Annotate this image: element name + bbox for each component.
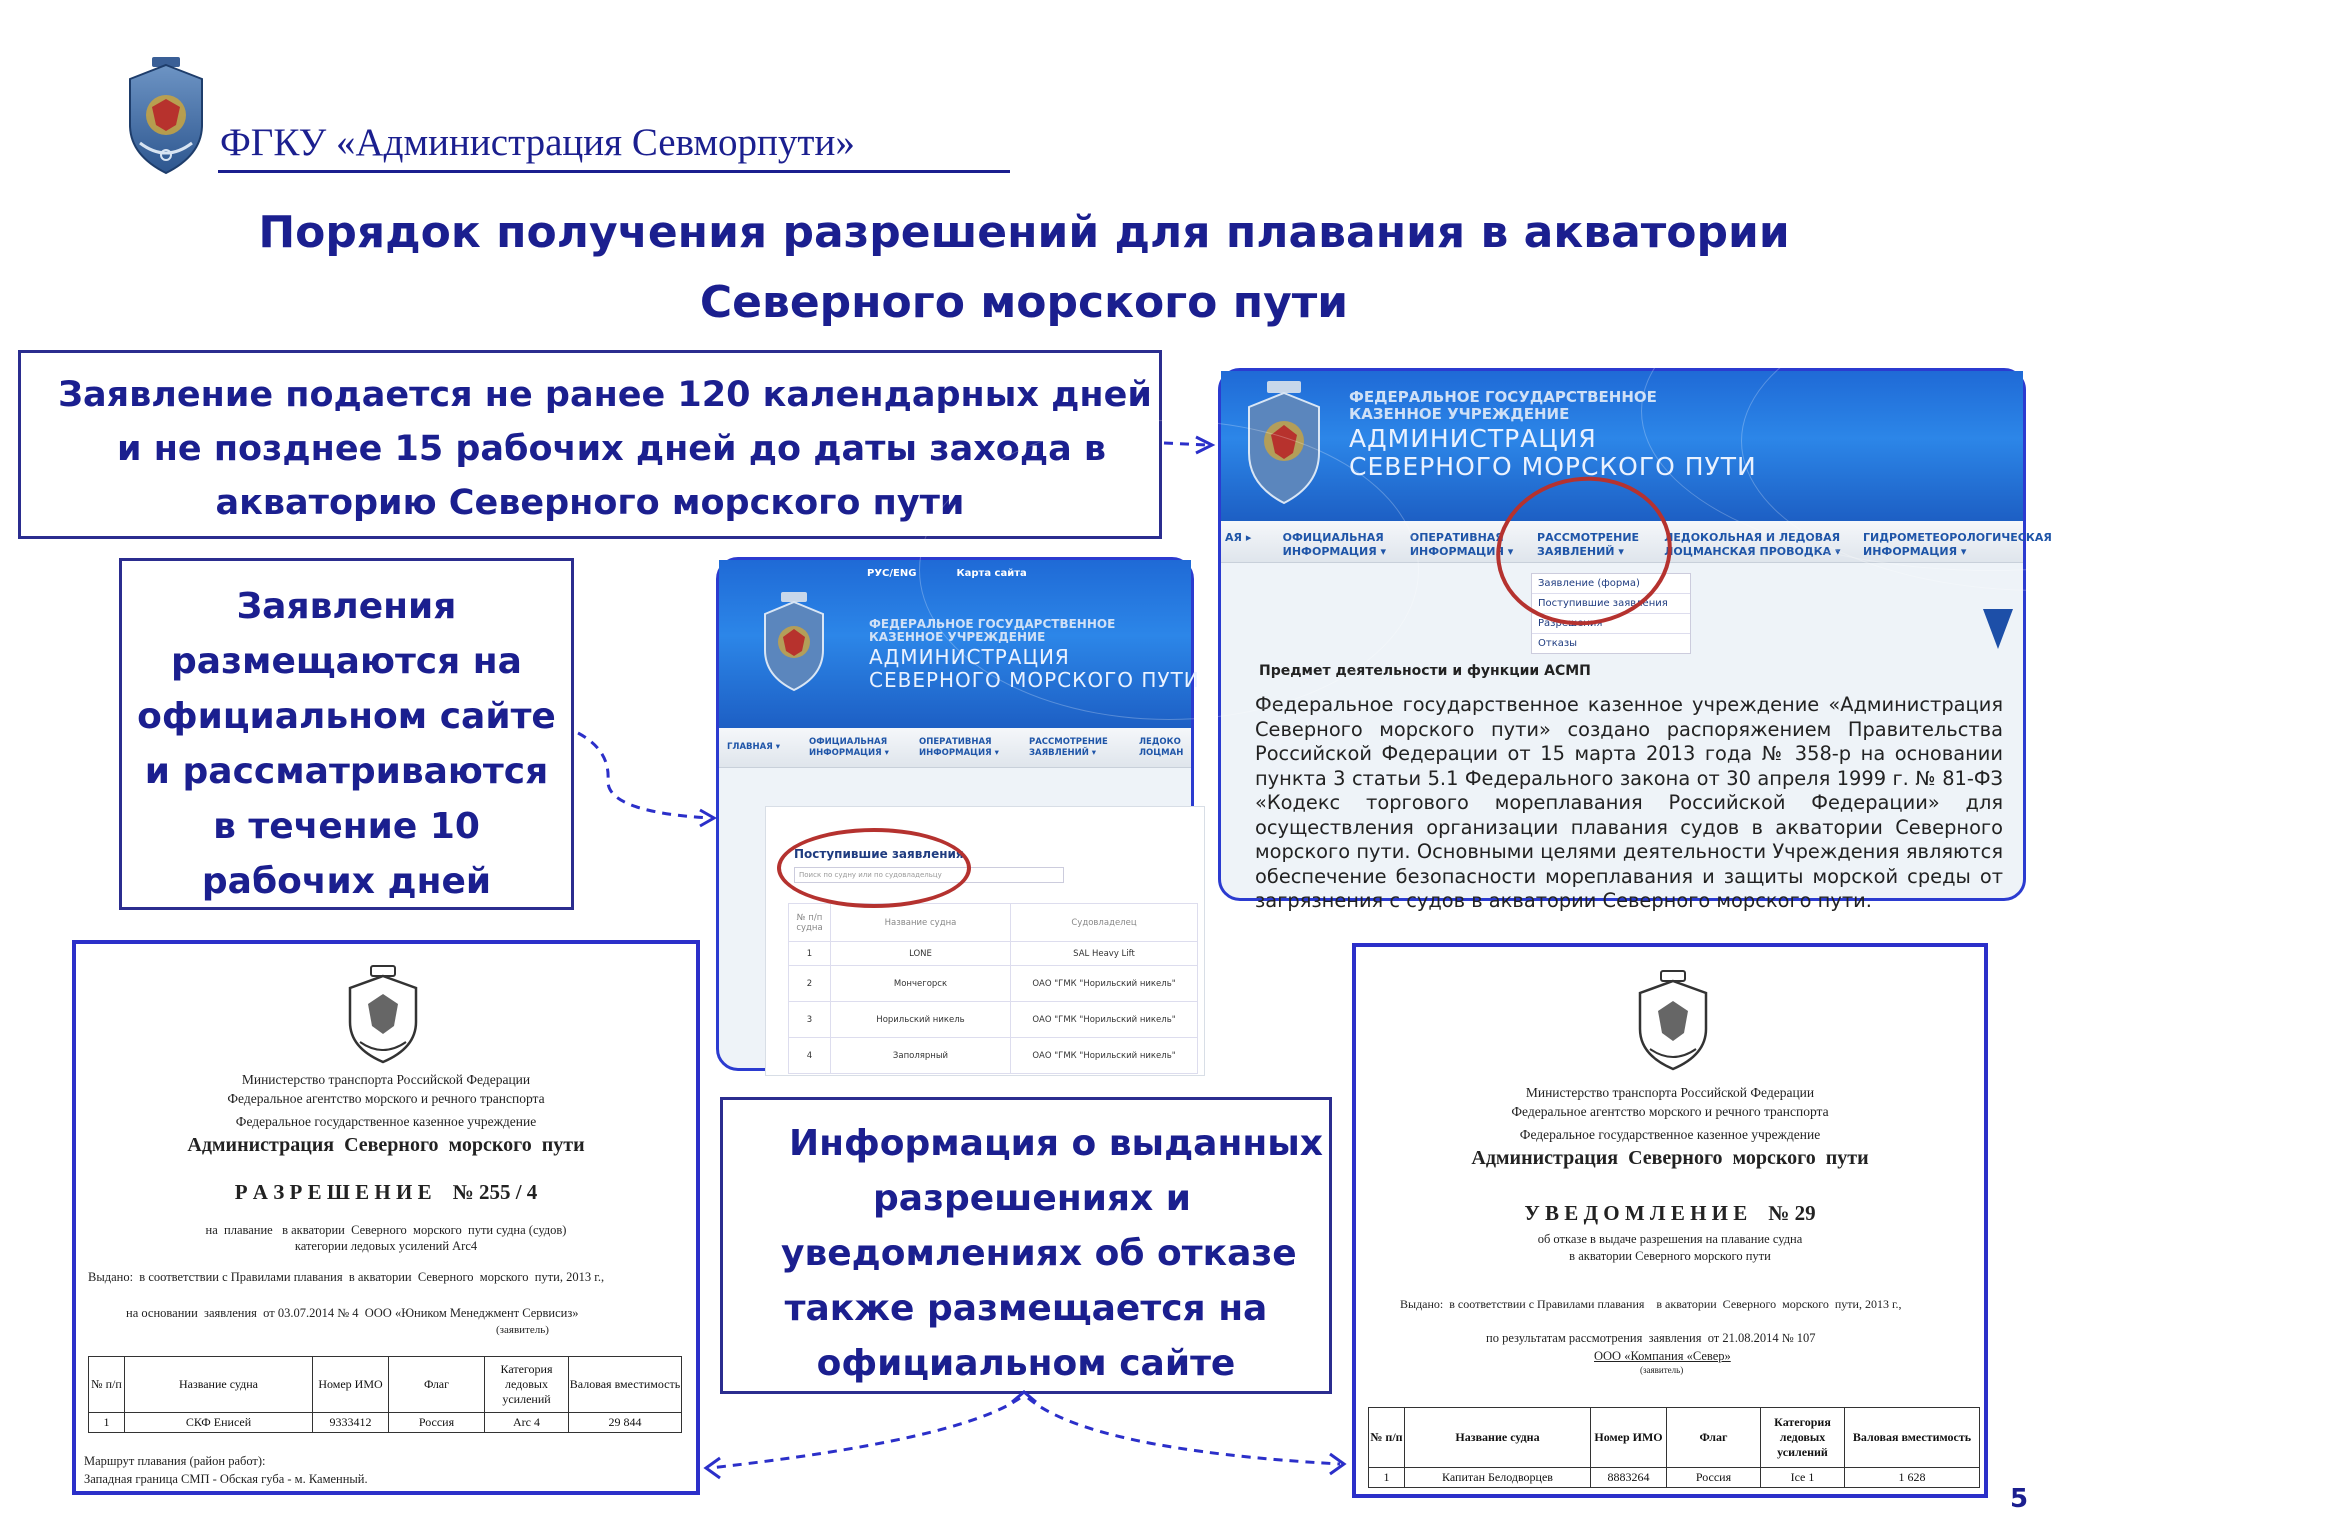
cell-owner: ОАО "ГМК "Норильский никель" [1011, 966, 1198, 1002]
review-line: официальном сайте [137, 696, 556, 737]
menu-item-hydromet[interactable]: ГИДРОМЕТЕОРОЛОГИЧЕСКАЯ ИНФОРМАЦИЯ ▾ [1863, 531, 2052, 558]
ministry-line3: Федеральное государственное казенное учреждение [1519, 1127, 1821, 1142]
site-org-big2: СЕВЕРНОГО МОРСКОГО ПУТИ [1349, 452, 1757, 481]
ministry-line2: Федеральное агентство морского и речного транспорта [227, 1091, 545, 1106]
arrow-icon [710, 1398, 1020, 1468]
site-section-heading: Предмет деятельности и функции АСМП [1259, 663, 1591, 679]
cell-ship: Заполярный [831, 1038, 1011, 1074]
th-ship: Название судна [1405, 1408, 1591, 1468]
ministry-line3: Федеральное государственное казенное учреждение [235, 1114, 537, 1129]
cell-num: 2 [789, 966, 831, 1002]
info-line: также размещается на [784, 1288, 1268, 1329]
permit-subtitle2: категории ледовых усилений Arc4 [294, 1239, 478, 1253]
th-owner: Судовладелец [1011, 904, 1198, 942]
deadline-line3: акваторию Северного морского пути [215, 483, 965, 523]
site-body-text: Федеральное государственное казенное учреждение «Администрация Северного морского пути» создано распоряжением Правительства Российской Федерации от 15 марта 2013 года № 358-р на основании пункта 3 статьи 5.1 Федерального закона от 30 апреля 1999 г. № 81-ФЗ «Кодекс торгового мореплавания Российской Федерации» для осуществления организации плавания судов в акватории Северного морского пути. Основными целями деятельности Учреждения являются обеспечение безопасности мореплавания и защиты морской среды от загрязнения с судов в акватории Северного морского пути. [1255, 693, 2003, 912]
menu-item-applications[interactable]: РАССМОТРЕНИЕ ЗАЯВЛЕНИЙ ▾ [1537, 531, 1640, 558]
permit-title: Р А З Р Е Ш Е Н И Е № 255 / 4 [234, 1180, 538, 1204]
th-ice: Категория ледовых усилений [485, 1357, 569, 1413]
th-flag: Флаг [389, 1357, 485, 1413]
notice-org: Администрация Северного морского пути [1471, 1147, 1869, 1169]
cell-imo: 9333412 [313, 1413, 389, 1433]
notice-company: ООО «Компания «Север» [1594, 1349, 1731, 1363]
cell-owner: SAL Heavy Lift [1011, 942, 1198, 966]
cell-imo: 8883264 [1591, 1468, 1667, 1488]
review-line: в течение 10 [213, 806, 480, 847]
arrow-icon [1028, 1398, 1340, 1464]
info-line: разрешениях и [873, 1178, 1192, 1219]
cell-tonnage: 29 844 [569, 1413, 682, 1433]
menu-item-icebreaker[interactable]: ЛЕДОКОЛЬНАЯ И ЛЕДОВАЯ ЛОЦМАНСКАЯ ПРОВОДКА ▾ [1664, 531, 1841, 558]
th-tonnage: Валовая вместимость [1845, 1408, 1980, 1468]
notice-subtitle1: об отказе в выдаче разрешения на плавание судна [1537, 1232, 1803, 1246]
th-tonnage: Валовая вместимость [569, 1357, 682, 1413]
site-org-small2: КАЗЕННОЕ УЧРЕЖДЕНИЕ [1349, 405, 1570, 423]
cell-flag: Россия [389, 1413, 485, 1433]
site-org-big1: АДМИНИСТРАЦИЯ [869, 645, 1070, 669]
notice-applicant: (заявитель) [1640, 1365, 1684, 1375]
cell-ship: Мончегорск [831, 966, 1011, 1002]
submenu-item[interactable]: Отказы [1538, 638, 1578, 649]
cell-num: 1 [1369, 1468, 1405, 1488]
site-org-small1: ФЕДЕРАЛЬНОЕ ГОСУДАРСТВЕННОЕ [1349, 388, 1657, 406]
review-line: рабочих дней [201, 861, 492, 902]
menu-item-operational[interactable]: ОПЕРАТИВНАЯ ИНФОРМАЦИЯ ▾ [919, 737, 999, 758]
cell-num: 1 [89, 1413, 125, 1433]
th-ship: Название судна [125, 1357, 313, 1413]
menu-item-official[interactable]: ОФИЦИАЛЬНАЯ ИНФОРМАЦИЯ ▾ [809, 737, 889, 758]
menu-item-prev[interactable]: АЯ ▸ [1225, 531, 1252, 544]
cell-ship: Капитан Белодворцев [1405, 1468, 1591, 1488]
cell-num: 4 [789, 1038, 831, 1074]
cell-tonnage: 1 628 [1845, 1468, 1980, 1488]
th-num: № п/п [89, 1357, 125, 1413]
deadline-line2: и не позднее 15 рабочих дней до даты захода в [117, 429, 1107, 469]
review-line: и рассматриваются [144, 751, 549, 792]
cell-ship: СКФ Енисей [125, 1413, 313, 1433]
cell-flag: Россия [1667, 1468, 1761, 1488]
page-title-line2: Северного морского пути [699, 277, 1349, 328]
lang-switch[interactable]: РУС/ENG [867, 568, 917, 579]
deadline-line1: Заявление подается не ранее 120 календарных дней [58, 375, 1152, 415]
page-number: 5 [2010, 1484, 2029, 1514]
route-line2: Западная граница СМП - Обская губа - м. Каменный. [84, 1472, 368, 1486]
ministry-line1: Министерство транспорта Российской Федерации [1525, 1085, 1815, 1100]
incoming-heading: Поступившие заявления [794, 847, 964, 861]
submenu-item[interactable]: Заявление (форма) [1532, 574, 1690, 594]
menu-item-applications[interactable]: РАССМОТРЕНИЕ ЗАЯВЛЕНИЙ ▾ [1029, 737, 1108, 758]
info-line: официальном сайте [816, 1343, 1236, 1384]
th-imo: Номер ИМО [313, 1357, 389, 1413]
review-line: Заявления [236, 586, 457, 627]
notice-subtitle2: в акватории Северного морского пути [1569, 1249, 1771, 1263]
cell-num: 3 [789, 1002, 831, 1038]
menu-item-operational[interactable]: ОПЕРАТИВНАЯ ИНФОРМАЦИЯ ▾ [1409, 531, 1514, 558]
notice-issued: Выдано: в соответствии с Правилами плавания в акватории Северного морского пути, 2013 г., [1400, 1297, 1902, 1311]
notice-basis: по результатам рассмотрения заявления от 21.08.2014 № 107 [1486, 1331, 1816, 1345]
permit-issued: Выдано: в соответствии с Правилами плавания в акватории Северного морского пути, 2013 г., [88, 1270, 605, 1284]
cell-owner: ОАО "ГМК "Норильский никель" [1011, 1038, 1198, 1074]
site-org-small1: ФЕДЕРАЛЬНОЕ ГОСУДАРСТВЕННОЕ [869, 617, 1116, 631]
th-ice: Категория ледовых усилений [1761, 1408, 1845, 1468]
th-imo: Номер ИМО [1591, 1408, 1667, 1468]
site-org-big2: СЕВЕРНОГО МОРСКОГО ПУТИ [869, 668, 1200, 692]
cell-ship: Норильский никель [831, 1002, 1011, 1038]
page-title-line1: Порядок получения разрешений для плавания в акватории [258, 207, 1790, 258]
cell-ice: Arc 4 [485, 1413, 569, 1433]
menu-item-ice[interactable]: ЛЕДОКО ЛОЦМАН [1139, 737, 1184, 758]
review-line: размещаются на [171, 641, 522, 682]
permit-applicant: (заявитель) [496, 1324, 549, 1336]
route-line1: Маршрут плавания (район работ): [84, 1454, 266, 1468]
cell-ship: LONE [831, 942, 1011, 966]
th-flag: Флаг [1667, 1408, 1761, 1468]
cell-ice: Ice 1 [1761, 1468, 1845, 1488]
incoming-search-input[interactable]: Поиск по судну или по судовладельцу [794, 867, 1064, 883]
th-ship: Название судна [831, 904, 1011, 942]
site-org-big1: АДМИНИСТРАЦИЯ [1349, 424, 1597, 453]
notice-title: У В Е Д О М Л Е Н И Е № 29 [1524, 1201, 1816, 1225]
menu-item-official[interactable]: ОФИЦИАЛЬНАЯ ИНФОРМАЦИЯ ▾ [1282, 531, 1387, 558]
th-num: № п/п судна [789, 904, 831, 942]
permit-basis: на основании заявления от 03.07.2014 № 4 ООО «Юником Менеджмент Сервисиз» [126, 1306, 579, 1320]
info-line: Информация о выданных [789, 1123, 1323, 1164]
th-num: № п/п [1369, 1408, 1405, 1468]
arrow-icon [578, 733, 710, 818]
menu-item-home[interactable]: ГЛАВНАЯ ▾ [727, 742, 780, 752]
org-name: ФГКУ «Администрация Севморпути» [220, 121, 855, 164]
permit-subtitle1: на плавание в акватории Северного морского пути судна (судов) [205, 1223, 567, 1237]
submenu-item[interactable]: Поступившие заявления [1532, 594, 1690, 614]
info-line: уведомлениях об отказе [781, 1233, 1297, 1274]
cell-num: 1 [789, 942, 831, 966]
submenu-item[interactable]: Разрешения [1532, 614, 1690, 634]
ministry-line1: Министерство транспорта Российской Федерации [241, 1072, 531, 1087]
sitemap-link[interactable]: Карта сайта [956, 568, 1027, 579]
cell-owner: ОАО "ГМК "Норильский никель" [1011, 1002, 1198, 1038]
permit-org: Администрация Северного морского пути [187, 1134, 585, 1156]
site-org-small2: КАЗЕННОЕ УЧРЕЖДЕНИЕ [869, 630, 1046, 644]
ministry-line2: Федеральное агентство морского и речного транспорта [1511, 1104, 1829, 1119]
arrow-icon [1164, 443, 1208, 445]
